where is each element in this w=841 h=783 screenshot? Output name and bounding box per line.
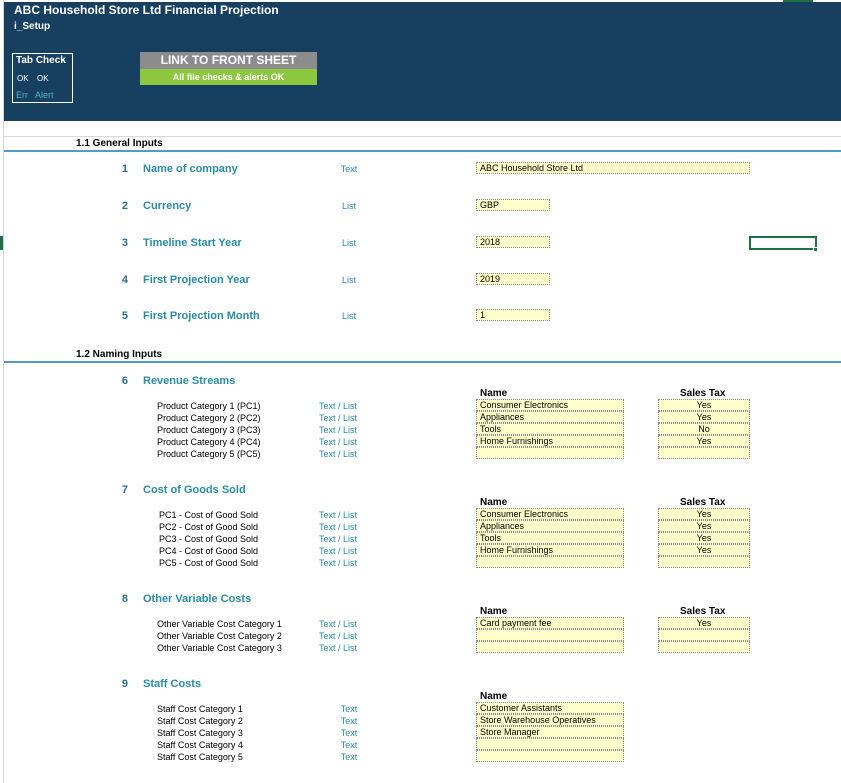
tab-check-ok: OK xyxy=(17,74,29,83)
cogs-tax-select[interactable]: Yes xyxy=(658,508,750,520)
input-type: Text / List xyxy=(318,522,357,532)
divider xyxy=(4,136,841,137)
input-type: Text xyxy=(340,716,358,726)
tab-check-err: Err xyxy=(16,90,28,100)
currency-select[interactable]: GBP xyxy=(476,199,550,211)
section-title-general: 1.1 General Inputs xyxy=(76,138,163,149)
row-label: Staff Cost Category 3 xyxy=(157,728,243,738)
staff-costs-label: Staff Costs xyxy=(143,678,202,690)
item-number: 2 xyxy=(121,200,128,212)
cogs-label: Cost of Goods Sold xyxy=(143,484,246,496)
cogs-tax-select[interactable]: Yes xyxy=(658,520,750,532)
revenue-tax-select[interactable] xyxy=(658,447,750,459)
section-title-naming: 1.2 Naming Inputs xyxy=(76,349,163,360)
sales-tax-column-header: Sales Tax xyxy=(680,388,726,399)
item-number: 9 xyxy=(121,678,128,690)
item-number: 7 xyxy=(121,484,128,496)
revenue-name-input[interactable]: Home Furnishings xyxy=(476,435,624,447)
item-number: 1 xyxy=(121,163,128,175)
sheet-header xyxy=(4,2,841,121)
revenue-tax-select[interactable]: No xyxy=(658,423,750,435)
input-type: Text / List xyxy=(318,546,357,556)
workbook-title: ABC Household Store Ltd Financial Projection xyxy=(14,3,279,17)
selected-cell[interactable] xyxy=(749,236,817,250)
row-label: Other Variable Cost Category 2 xyxy=(157,631,282,641)
input-type: Text xyxy=(340,728,358,738)
revenue-name-input[interactable]: Tools xyxy=(476,423,624,435)
link-to-front-sheet-button[interactable]: LINK TO FRONT SHEET xyxy=(140,52,317,69)
input-type: List xyxy=(341,311,356,321)
row-label: PC2 - Cost of Good Sold xyxy=(159,522,259,532)
input-type: Text / List xyxy=(318,413,357,423)
row-label: PC3 - Cost of Good Sold xyxy=(159,534,259,544)
row-label: Product Category 2 (PC2) xyxy=(157,413,261,423)
cogs-name-input[interactable]: Consumer Electronics xyxy=(476,508,624,520)
input-type: Text / List xyxy=(318,401,357,411)
input-type: Text / List xyxy=(318,643,357,653)
row-label: Product Category 5 (PC5) xyxy=(157,449,261,459)
input-type: Text / List xyxy=(318,558,357,568)
cogs-name-input[interactable]: Tools xyxy=(476,532,624,544)
input-type: Text / List xyxy=(318,631,357,641)
currency-label: Currency xyxy=(143,200,192,212)
row-label: Staff Cost Category 5 xyxy=(157,752,243,762)
sales-tax-column-header: Sales Tax xyxy=(680,497,726,508)
tab-check-title: Tab Check xyxy=(16,55,66,66)
revenue-tax-select[interactable]: Yes xyxy=(658,435,750,447)
selected-row-marker xyxy=(0,236,3,250)
row-label: Product Category 1 (PC1) xyxy=(157,401,261,411)
staff-cost-name-input[interactable] xyxy=(476,738,624,750)
company-name-input[interactable]: ABC Household Store Ltd xyxy=(476,162,750,174)
row-label: Other Variable Cost Category 1 xyxy=(157,619,282,629)
section-underline xyxy=(4,150,841,152)
input-type: Text / List xyxy=(318,619,357,629)
first-projection-year-select[interactable]: 2019 xyxy=(476,273,550,285)
revenue-name-input[interactable]: Appliances xyxy=(476,411,624,423)
first-projection-month-select[interactable]: 1 xyxy=(476,309,550,321)
sales-tax-column-header: Sales Tax xyxy=(680,606,726,617)
tab-check-ok-2: OK xyxy=(37,74,49,83)
item-number: 4 xyxy=(121,274,128,286)
input-type: List xyxy=(341,238,356,248)
input-type: Text xyxy=(340,740,358,750)
row-label: Staff Cost Category 4 xyxy=(157,740,243,750)
name-column-header: Name xyxy=(480,606,508,617)
fill-handle[interactable] xyxy=(813,247,818,252)
timeline-start-year-label: Timeline Start Year xyxy=(143,237,242,249)
other-cost-name-input[interactable]: Card payment fee xyxy=(476,617,624,629)
input-type: Text / List xyxy=(318,510,357,520)
input-type: Text / List xyxy=(318,449,357,459)
name-column-header: Name xyxy=(480,497,508,508)
row-label: Staff Cost Category 1 xyxy=(157,704,243,714)
other-variable-costs-label: Other Variable Costs xyxy=(143,593,252,605)
input-type: List xyxy=(341,201,356,211)
cogs-name-input[interactable] xyxy=(476,556,624,568)
timeline-start-year-select[interactable]: 2018 xyxy=(476,236,550,248)
row-label: PC1 - Cost of Good Sold xyxy=(159,510,259,520)
other-cost-tax-select[interactable]: Yes xyxy=(658,617,750,629)
first-projection-year-label: First Projection Year xyxy=(143,274,250,286)
input-type: Text / List xyxy=(318,425,357,435)
staff-cost-name-input[interactable] xyxy=(476,750,624,762)
cogs-tax-select[interactable]: Yes xyxy=(658,544,750,556)
item-number: 3 xyxy=(121,237,128,249)
file-check-status: All file checks & alerts OK xyxy=(140,69,317,85)
input-type: Text xyxy=(340,704,358,714)
name-column-header: Name xyxy=(480,388,508,399)
other-cost-tax-select[interactable] xyxy=(658,629,750,641)
staff-cost-name-input[interactable]: Store Manager xyxy=(476,726,624,738)
row-label: PC4 - Cost of Good Sold xyxy=(159,546,259,556)
staff-cost-name-input[interactable]: Customer Assistants xyxy=(476,702,624,714)
cogs-name-input[interactable]: Home Furnishings xyxy=(476,544,624,556)
cogs-tax-select[interactable] xyxy=(658,556,750,568)
input-type: Text / List xyxy=(318,437,357,447)
input-type: Text xyxy=(340,752,358,762)
revenue-tax-select[interactable]: Yes xyxy=(658,411,750,423)
other-cost-tax-select[interactable] xyxy=(658,641,750,653)
company-name-label: Name of company xyxy=(143,163,238,175)
first-projection-month-label: First Projection Month xyxy=(143,310,260,322)
item-number: 5 xyxy=(121,310,128,322)
input-type: Text xyxy=(340,164,358,174)
item-number: 6 xyxy=(121,375,128,387)
row-label: Product Category 4 (PC4) xyxy=(157,437,261,447)
input-type: List xyxy=(341,275,356,285)
row-label: Product Category 3 (PC3) xyxy=(157,425,261,435)
other-cost-name-input[interactable] xyxy=(476,629,624,641)
revenue-name-input[interactable]: Consumer Electronics xyxy=(476,399,624,411)
item-number: 8 xyxy=(121,593,128,605)
row-label: Staff Cost Category 2 xyxy=(157,716,243,726)
cogs-name-input[interactable]: Appliances xyxy=(476,520,624,532)
tab-check-alert: Alert xyxy=(35,90,54,100)
staff-cost-name-input[interactable]: Store Warehouse Operatives xyxy=(476,714,624,726)
sheet-name: i_Setup xyxy=(14,21,51,32)
revenue-tax-select[interactable]: Yes xyxy=(658,399,750,411)
row-label: PC5 - Cost of Good Sold xyxy=(159,558,259,568)
name-column-header: Name xyxy=(480,691,508,702)
revenue-name-input[interactable] xyxy=(476,447,624,459)
revenue-streams-label: Revenue Streams xyxy=(143,375,236,387)
section-underline xyxy=(4,361,841,363)
tab-check-box xyxy=(12,53,73,103)
row-label: Other Variable Cost Category 3 xyxy=(157,643,282,653)
other-cost-name-input[interactable] xyxy=(476,641,624,653)
cogs-tax-select[interactable]: Yes xyxy=(658,532,750,544)
input-type: Text / List xyxy=(318,534,357,544)
